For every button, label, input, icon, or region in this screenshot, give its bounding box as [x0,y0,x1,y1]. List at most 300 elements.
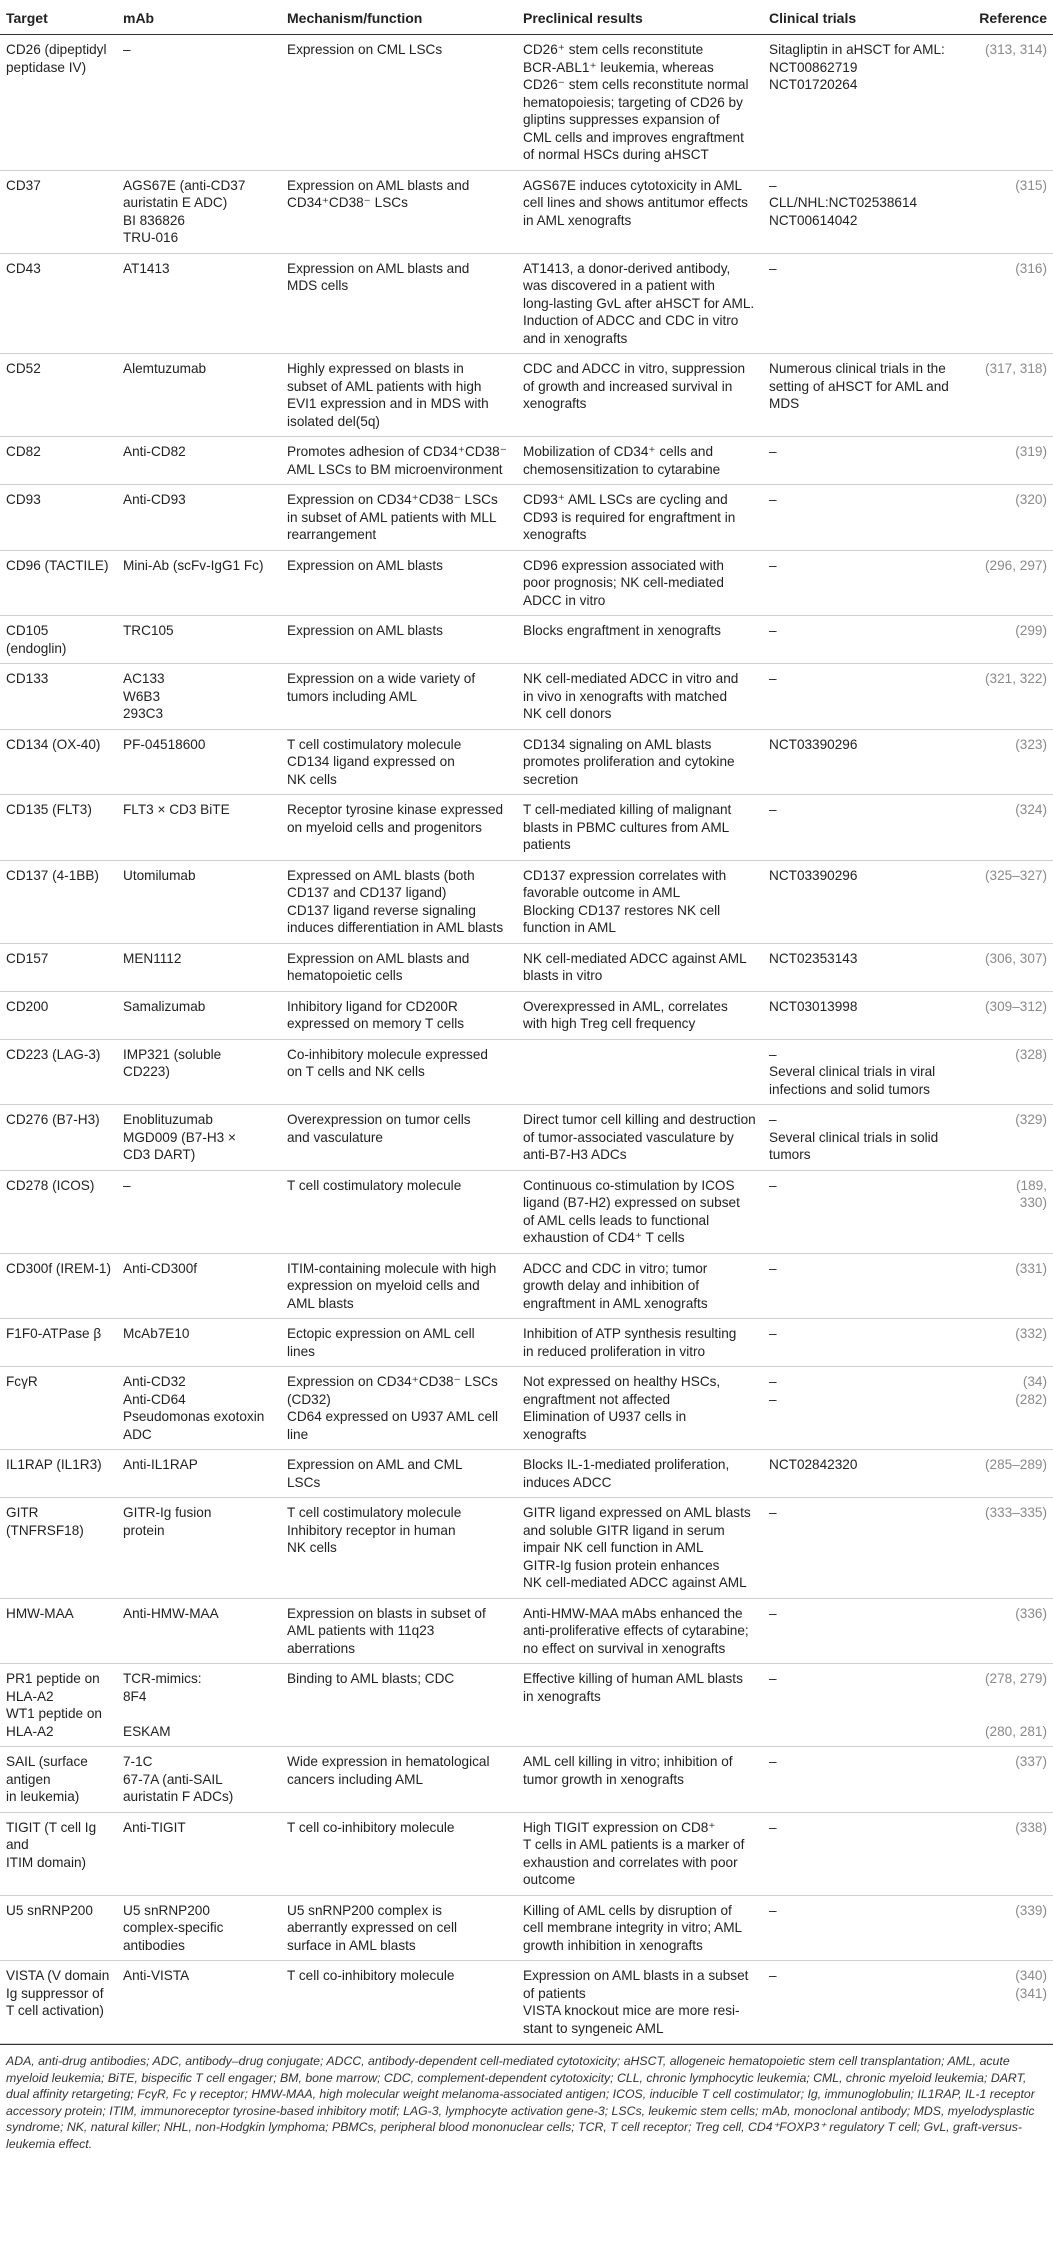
cell-clinical-line: – [769,1968,777,1983]
cell-reference [973,1367,1053,1450]
cell-target-line: CD52 [6,361,41,376]
cell-target-line: CD300f (IREM-1) [6,1260,111,1276]
cell-clinical-line: – [769,1260,777,1276]
header-mechanism: Mechanism/function [281,0,517,35]
cell-target-line: CD26 (dipeptidyl [6,42,107,57]
cell-mab [117,437,281,485]
cell-target-line: CD278 (ICOS) [6,1177,95,1193]
cell-mab [117,616,281,664]
cell-preclinical-line: GITR ligand expressed on AML blasts [523,1505,751,1520]
cell-mab-line: AGS67E (anti-CD37 [123,177,246,193]
cell-mab [117,1498,281,1599]
table-row [0,664,1053,730]
cell-mechanism-line: aberrations [287,1640,356,1656]
cell-clinical-line: – [769,1177,777,1193]
table-row [0,1747,1053,1813]
cell-reference-line [979,1705,1047,1723]
cell-mab [117,1598,281,1664]
cell-preclinical-line: in reduced proliferation in vitro [523,1343,706,1359]
cell-mechanism [281,860,517,943]
cell-mechanism-line: AML blasts [287,1295,354,1311]
cell-mechanism [281,991,517,1039]
cell-clinical [763,1812,973,1895]
cell-mab-line: Samalizumab [123,998,206,1014]
cell-preclinical-line: stant to syngeneic AML [523,2020,664,2036]
cell-target [0,485,117,551]
cell-mechanism-line: expressed on memory T cells [287,1016,465,1031]
cell-target [0,1664,117,1747]
cell-clinical-line: NCT03013998 [769,998,858,1014]
cell-mechanism [281,729,517,795]
cell-mab [117,943,281,991]
cell-reference [973,795,1053,861]
cell-preclinical-line: was discovered in a patient with [523,278,715,293]
cell-mechanism [281,616,517,664]
cell-mab-line: FLT3 × CD3 BiTE [123,802,230,817]
table-row [0,943,1053,991]
cell-mechanism-line: Overexpression on tumor cells [287,1112,471,1127]
cell-mab-line: U5 snRNP200 [123,1902,210,1918]
cell-mechanism-line: hematopoietic cells [287,968,403,983]
cell-clinical-line: Several clinical trials in solid [769,1129,939,1145]
cell-clinical-line: – [769,1374,777,1389]
cell-reference-line: (296, 297) [985,557,1047,573]
cell-clinical [763,253,973,354]
cell-preclinical-line: engraftment not affected [523,1391,671,1407]
table-row [0,616,1053,664]
cell-mechanism-line: Expression on AML blasts and [287,260,470,276]
cell-preclinical [517,485,763,551]
cell-mab [117,354,281,437]
cell-reference-line: (189, [1016,1177,1047,1193]
cell-reference-line: (309–312) [985,998,1047,1014]
cell-mab-line: ESKAM [123,1723,171,1739]
cell-reference-line: (278, 279) [985,1671,1047,1686]
cell-mechanism-line: lines [287,1343,315,1359]
cell-clinical-line: – [769,671,777,686]
cell-preclinical-line: blasts in vitro [523,968,603,983]
cell-preclinical-line: AT1413, a donor-derived antibody, [523,260,731,276]
cell-clinical [763,35,973,171]
cell-reference [973,1253,1053,1319]
cell-clinical-line: – [769,1819,777,1835]
header-mab: mAb [117,0,281,35]
cell-preclinical-line: growth inhibition in xenografts [523,1937,703,1953]
cell-preclinical-line: and in xenografts [523,330,628,346]
cell-preclinical-line: promotes proliferation and cytokine [523,754,735,769]
cell-mab-line: TCR-mimics: [123,1671,202,1686]
cell-preclinical-line: VISTA knockout mice are more resi- [523,2003,740,2018]
cell-preclinical [517,1812,763,1895]
cell-mab [117,35,281,171]
table-row [0,1664,1053,1747]
cell-preclinical-line: T cell-mediated killing of malignant [523,802,732,817]
cell-preclinical [517,253,763,354]
cell-reference [973,1664,1053,1747]
cell-target [0,1498,117,1599]
cell-mechanism [281,170,517,253]
cell-preclinical-line: with high Treg cell frequency [523,1016,696,1031]
cell-mechanism [281,550,517,616]
cell-mab [117,1319,281,1367]
cell-mechanism [281,1961,517,2044]
cell-mab-line: protein [123,1522,165,1538]
cell-reference-line: (329) [1015,1112,1047,1127]
cell-preclinical-line: secretion [523,771,579,787]
cell-target-line: CD200 [6,998,49,1014]
cell-clinical-line: – [769,1326,777,1341]
cell-mechanism [281,1812,517,1895]
cell-preclinical [517,1319,763,1367]
cell-preclinical-line: CD96 expression associated with [523,557,724,573]
table-row [0,1319,1053,1367]
cell-preclinical [517,664,763,730]
cell-clinical [763,1598,973,1664]
cell-mechanism-line: Expression on AML and CML [287,1457,463,1472]
cell-mab [117,860,281,943]
table-row [0,1812,1053,1895]
cell-target-line: ITIM domain) [6,1854,87,1870]
cell-clinical-line: – [769,260,777,276]
cell-preclinical-line: ADCC and CDC in vitro; tumor [523,1260,708,1276]
cell-clinical-line: – [769,623,777,638]
cell-mab [117,1170,281,1253]
cell-clinical-line: – [769,1902,777,1918]
cell-mechanism-line: isolated del(5q) [287,413,380,429]
cell-preclinical-line: Blocks IL-1-mediated proliferation, [523,1457,730,1472]
cell-target [0,1105,117,1171]
cell-target-line: FcγR [6,1374,38,1389]
cell-target-line: TIGIT (T cell Ig [6,1819,97,1835]
cell-reference-line [979,1688,1047,1706]
cell-mab-line: Anti-TIGIT [123,1819,186,1835]
cell-target [0,35,117,171]
cell-mab-line: Anti-CD32 [123,1374,186,1389]
cell-preclinical-line: Expression on AML blasts in a subset [523,1968,749,1983]
cell-mab-line: W6B3 [123,688,161,704]
cell-clinical [763,1895,973,1961]
cell-target [0,664,117,730]
cell-clinical [763,1450,973,1498]
table-row [0,1039,1053,1105]
cell-preclinical-line: NK cell-mediated ADCC against AML [523,1575,747,1590]
cell-mab-line: Anti-CD93 [123,492,186,507]
cell-preclinical [517,1961,763,2044]
cell-mechanism [281,1895,517,1961]
cell-preclinical-line: engraftment in AML xenografts [523,1295,708,1311]
cell-clinical-line: – [769,1046,777,1062]
table-row [0,437,1053,485]
header-clinical: Clinical trials [763,0,973,35]
cell-reference-line: (315) [1015,177,1047,193]
cell-clinical-line: setting of aHSCT for AML and [769,378,949,394]
cell-preclinical-line: AML cell killing in vitro; inhibition of [523,1754,733,1769]
cell-clinical-line: – [769,177,777,193]
header-reference: Reference [973,0,1053,35]
cell-mab [117,550,281,616]
cell-preclinical-line: NK cell-mediated ADCC in vitro and [523,671,739,686]
cell-preclinical [517,795,763,861]
cell-preclinical-line: hematopoiesis; targeting of CD26 by [523,94,743,110]
cell-reference [973,1319,1053,1367]
cell-preclinical [517,1367,763,1450]
table-row [0,1253,1053,1319]
cell-preclinical-line: Blocking CD137 restores NK cell [523,902,721,918]
cell-preclinical-line: induces ADCC [523,1474,612,1490]
cell-preclinical [517,729,763,795]
cell-target-line: CD135 (FLT3) [6,802,92,817]
table-row [0,1105,1053,1171]
cell-mab-line: MGD009 (B7-H3 × [123,1129,236,1145]
cell-target [0,729,117,795]
cell-target-line: GITR (TNFRSF18) [6,1505,84,1538]
cell-target [0,991,117,1039]
cell-target-line: U5 snRNP200 [6,1902,93,1918]
cell-reference-line: (321, 322) [985,671,1047,686]
cell-preclinical-line: in AML xenografts [523,212,632,228]
cell-mab-line: Anti-CD82 [123,444,186,459]
cell-target [0,1253,117,1319]
cell-preclinical-line: CD26⁻ stem cells reconstitute normal [523,77,749,92]
cell-mab-line: AT1413 [123,260,170,276]
cell-clinical-line: – [769,1505,777,1520]
cell-mechanism-line: surface in AML blasts [287,1937,416,1953]
table-row [0,550,1053,616]
cell-target-line: CD105 (endoglin) [6,623,67,656]
cell-reference-line: (313, 314) [985,42,1047,57]
cell-mab-line: BI 836826 [123,212,185,228]
cell-preclinical [517,943,763,991]
cell-mechanism-line: T cell co-inhibitory molecule [287,1819,455,1835]
cell-reference-line: (306, 307) [985,950,1047,966]
cell-preclinical-line: BCR-ABL1⁺ leukemia, whereas [523,59,714,75]
cell-reference-line: (331) [1015,1260,1047,1276]
cell-mab [117,485,281,551]
cell-mechanism [281,1664,517,1747]
cell-reference [973,1598,1053,1664]
table-row [0,354,1053,437]
cell-mechanism [281,354,517,437]
cell-reference [973,1895,1053,1961]
cell-target-line: CD223 (LAG-3) [6,1046,101,1062]
cell-clinical [763,485,973,551]
cell-preclinical-line: chemosensitization to cytarabine [523,461,721,477]
cell-reference-line: (282) [1015,1391,1047,1407]
cell-mechanism-line: EVI1 expression and in MDS with [287,396,489,411]
cell-clinical-line: Numerous clinical trials in the [769,361,946,376]
cell-preclinical-line: xenografts [523,1426,587,1442]
cell-preclinical-line: xenografts [523,527,587,542]
cell-mab-line: Alemtuzumab [123,361,207,376]
cell-clinical [763,1367,973,1450]
cell-mechanism-line: Receptor tyrosine kinase expressed [287,802,504,817]
cell-clinical-line: – [769,1671,777,1686]
cell-reference [973,485,1053,551]
cell-mechanism-line: Expression on AML blasts [287,623,443,638]
cell-mechanism-line: CD137 and CD137 ligand) [287,885,447,900]
cell-preclinical-line: cell membrane integrity in vitro; AML [523,1920,743,1935]
cell-mechanism-line: Expression on CML LSCs [287,42,443,57]
cell-clinical [763,1961,973,2044]
cell-target [0,860,117,943]
cell-reference-line: (340) [1015,1968,1047,1983]
cell-reference-line: (280, 281) [985,1723,1047,1739]
cell-preclinical-line: cell lines and shows antitumor effects [523,195,748,210]
cell-mab [117,664,281,730]
cell-mechanism-line: Inhibitory ligand for CD200R [287,998,458,1014]
cell-preclinical-line: Continuous co-stimulation by ICOS [523,1177,735,1193]
cell-preclinical [517,1039,763,1105]
cell-target [0,1961,117,2044]
cell-target-line: CD157 [6,950,49,966]
cell-mab-line [123,1705,275,1723]
cell-preclinical [517,1450,763,1498]
cell-mab-line: Anti-CD300f [123,1260,198,1276]
cell-preclinical-line: of tumor-associated vasculature by [523,1129,734,1145]
cell-preclinical-line: Effective killing of human AML blasts [523,1671,743,1686]
cell-mechanism [281,795,517,861]
cell-mechanism-line: CD34⁺CD38⁻ LSCs [287,195,408,210]
cell-preclinical [517,1664,763,1747]
cell-preclinical-line: tumor growth in xenografts [523,1771,684,1787]
cell-mechanism-line: in subset of AML patients with MLL [287,509,497,525]
cell-preclinical [517,1895,763,1961]
cell-mab-line: 67-7A (anti-SAIL [123,1771,223,1787]
table-row [0,860,1053,943]
table-row [0,1598,1053,1664]
cell-mechanism [281,1170,517,1253]
cell-target-line: HLA-A2 [6,1688,54,1704]
cell-preclinical-line: CD134 signaling on AML blasts [523,736,712,752]
cell-mechanism-line: T cell costimulatory molecule [287,1505,462,1520]
cell-preclinical-line: T cells in AML patients is a marker of [523,1837,745,1852]
cell-reference [973,991,1053,1039]
cell-preclinical-line: Elimination of U937 cells in [523,1409,687,1424]
cell-preclinical-line: of growth and increased survival in [523,378,733,394]
cell-mab-line: auristatin E ADC) [123,195,228,210]
cell-target-line: HMW-MAA [6,1605,74,1621]
cell-mechanism-line: on myeloid cells and progenitors [287,819,482,835]
cell-preclinical-line: CDC and ADCC in vitro, suppression [523,361,746,376]
cell-mab-line: IMP321 (soluble [123,1046,222,1062]
cell-preclinical-line: patients [523,837,571,852]
cell-mechanism-line: Expression on CD34⁺CD38⁻ LSCs [287,1374,498,1389]
cell-target [0,437,117,485]
cell-mechanism-line: subset of AML patients with high [287,378,482,394]
cell-target-line: CD276 (B7-H3) [6,1112,100,1127]
table-row [0,729,1053,795]
cell-target-line: WT1 peptide on [6,1706,102,1721]
cell-mechanism-line: Expression on AML blasts and [287,177,470,193]
cell-mechanism-line: and vasculature [287,1129,383,1145]
cell-mab-line: 8F4 [123,1688,147,1704]
table-row [0,1170,1053,1253]
cell-clinical [763,437,973,485]
cell-preclinical-line: CD137 expression correlates with [523,867,727,883]
cell-clinical-line: NCT00614042 [769,212,858,228]
cell-preclinical-line: exhaustion of CD4⁺ T cells [523,1230,685,1245]
cell-preclinical [517,1598,763,1664]
cell-preclinical-line: of AML cells leads to functional [523,1212,710,1228]
table-row [0,991,1053,1039]
cell-target-line: in leukemia) [6,1789,80,1804]
table-row [0,170,1053,253]
cell-mab-line: MEN1112 [123,950,182,966]
cell-mab-line: Mini-Ab (scFv-IgG1 Fc) [123,557,264,573]
cell-reference [973,943,1053,991]
cell-preclinical-line: Not expressed on healthy HSCs, [523,1374,721,1389]
cell-preclinical [517,860,763,943]
cell-preclinical-line [523,1046,757,1064]
cell-mab [117,1747,281,1813]
cell-reference [973,170,1053,253]
cell-mab-line: CD223) [123,1064,170,1079]
cell-mab-line: TRU-016 [123,230,179,245]
cell-target [0,1039,117,1105]
cell-target [0,1450,117,1498]
cell-preclinical [517,1253,763,1319]
cell-reference-line: (332) [1015,1326,1047,1341]
cell-preclinical-line: Killing of AML cells by disruption of [523,1902,732,1918]
cell-reference-line: (285–289) [985,1457,1047,1472]
cell-mechanism [281,1105,517,1171]
cell-target-line: CD43 [6,260,41,276]
cell-clinical-line: MDS [769,396,800,411]
cell-mechanism-line: cancers including AML [287,1771,424,1787]
cell-mechanism-line: Wide expression in hematological [287,1754,490,1769]
cell-preclinical-line: function in AML [523,920,616,935]
cell-preclinical-line: CML cells and improves engraftment [523,129,744,145]
cell-preclinical-line: gliptins suppresses expansion of [523,112,720,127]
cell-target-line: Ig suppressor of [6,1985,104,2001]
cell-target [0,1598,117,1664]
cell-clinical [763,616,973,664]
cell-mechanism [281,1367,517,1450]
cell-mechanism-line: U5 snRNP200 complex is [287,1902,442,1918]
table-body [0,35,1053,2044]
cell-mab [117,1450,281,1498]
cell-clinical-line: – [769,1754,777,1769]
table-row [0,1895,1053,1961]
cell-preclinical-line: anti-B7-H3 ADCs [523,1147,627,1162]
cell-reference-line: (336) [1015,1605,1047,1621]
cell-reference [973,35,1053,171]
cell-mechanism [281,485,517,551]
cell-mab-line: GITR-Ig fusion [123,1505,212,1520]
cell-preclinical-line: AGS67E induces cytotoxicity in AML [523,177,743,193]
cell-preclinical-line: and soluble GITR ligand in serum [523,1522,725,1538]
header-target: Target [0,0,117,35]
cell-clinical-line: – [769,802,777,817]
cell-clinical-line: NCT02842320 [769,1457,858,1472]
cell-mab-line: Utomilumab [123,867,196,883]
cell-mechanism-line: MDS cells [287,278,349,293]
cell-mechanism-line: Expression on AML blasts and [287,950,470,966]
cell-mechanism-line: LSCs [287,1474,321,1490]
header-preclinical: Preclinical results [517,0,763,35]
cell-target-line: CD37 [6,177,41,193]
cell-target-line: peptidase IV) [6,59,87,75]
cell-reference [973,729,1053,795]
cell-preclinical-line: Anti-HMW-MAA mAbs enhanced the [523,1605,743,1621]
cell-mechanism-line: Co-inhibitory molecule expressed [287,1046,488,1062]
cell-mab-line: 7-1C [123,1754,153,1769]
cell-preclinical-line: CD93⁺ AML LSCs are cycling and [523,492,728,507]
cell-clinical-line: – [769,557,777,573]
cell-target [0,550,117,616]
cell-mechanism-line: CD137 ligand reverse signaling [287,902,476,918]
table-footnote: ADA, anti-drug antibodies; ADC, antibody–drug conjugate; ADCC, antibody-dependent cell-mediated cytotoxicity; aHSCT, allogeneic hematopoietic stem cell transplantation; AML, acute myeloid leukemia; BiTE, bispecific T cell engager; BM, bone marrow; CDC, complement-dependent cytotoxicity; CLL, chronic lymphocytic leukemia; CML, chronic myeloid leukemia; DART, dual affinity retargeting; FcγR, Fc γ receptor; HMW-MAA, high molecular weight melanoma-associated antigen; ICOS, inducible T cell costimulator; Ig, immunoglobulin; IL1RAP, IL-1 receptor accessory protein; ITIM, immunoreceptor tyrosine-based inhibitory motif; LAG-3, lymphocyte activation gene-3; LSCs, leukemic stem cells; mAb, monoclonal antibody; MDS, myelodysplastic syndrome; NK, natural killer; NHL, non-Hodgkin lymphoma; PBMCs, peripheral blood mononuclear cells; TCR, T cell receptor; Treg cell, CD4⁺FOXP3⁺ regulatory T cell; GvL, graft-versus-leukemia effect. [0,2044,1053,2152]
